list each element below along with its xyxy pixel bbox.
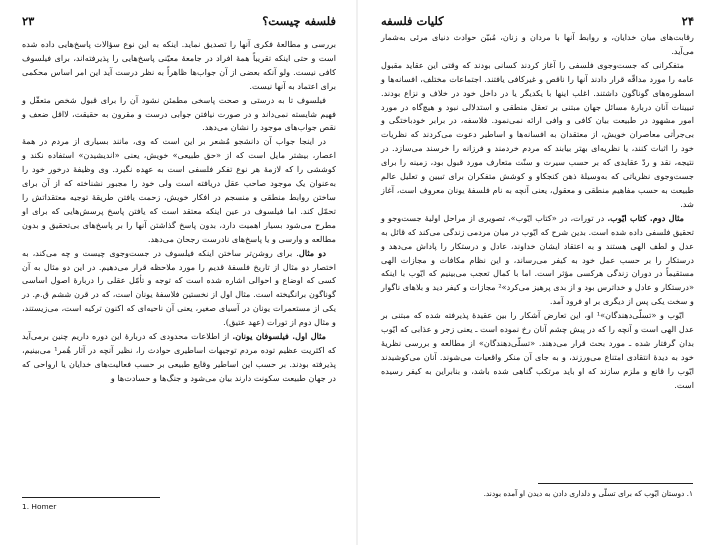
page-number: ۲۳ [22, 14, 35, 28]
paragraph: بررسی و مطالعهٔ فکری آنها را تصدیق نماید. اینکه به این نوع سؤالات پاسخ‌هایی داده شده است و حتی اینکه تقریباً همهٔ افراد در جامعهٔ معیّنی پاسخ‌هایی را پذیرفته‌اند، برای فیلسوف کافی نیست. ولو آنکه بعضی از آن جواب‌ها ظاهراً به نظر درست آید این امر اساس محکمی برای اعتماد به آنها نیست. [22, 39, 336, 91]
page-body [22, 38, 336, 386]
right-page [358, 0, 715, 545]
section-subhead: مثال اول. فیلسوفان یونان. [232, 331, 326, 342]
paragraph: در اینجا جواب آن دانشجو مُشعر بر این است که وی، مانند بسیاری از مردم در همهٔ اعصار، بیشتر مایل است که از «حق طبیعی» خویش، یعنی «اندیشیدن» استفاده نکند و کوششی را که لازمهٔ هر نوع تفکر فلسفی است به عهده نگیرد. وی وظیفهٔ درخور خود را به‌عنوان یک موجود صاحب عقل دریافته است ولی خود را مجبور نشناخته که از آن برای ساختن روابط منطقی و منسجم در افکار خویش، زحمت یافتن طریقهٔ توجیه معتقداتش را تحمّل کند. اما فیلسوف در عین اینکه معتقد است که یافتن پاسخ پرسش‌هایی که برای او مطرح می‌شود بسیار اهمیت دارد، بدون پاسخ گذاشتن آنها را بر پاسخ‌های بی‌تحقیق و بدون مطالعه و وارسی و یا پاسخ‌های نادرست رجحان می‌دهد. [22, 136, 336, 244]
paragraph: رقابت‌های میان خدایان، و روابط آنها با مردان و زنان، مُبیّن حوادث دنیای مرئی به‌شمار می‌آید. [381, 32, 694, 56]
page-number: ۲۴ [681, 14, 694, 28]
paragraph: فیلسوف تا به درستی و صحت پاسخی مطمئن نشود آن را برای قبول شخص متعقّل و فهیم شایسته نمی‌داند و در صورت نیافتن جوابی درست و مقرون به حقیقت، لااقل ضعف و نقص جواب‌های موجود را نشان می‌دهد. [22, 94, 336, 133]
footnote: 1. Homer [22, 502, 57, 511]
footnote: ۱. دوستان ایّوب که برای تسلّی و دلداری دادن به دیدن او آمده بودند. [483, 489, 693, 498]
paragraph: مثال دوم. کتاب ایّوب. در تورات، در «کتاب ایّوب»، تصویری از مراحل اولیهٔ جست‌وجو و تحقیق فلسفی داده شده است. بدین شرح که ایّوب در میان مردمی زندگی می‌کند که قائل به عدل و لطف الهی هستند و به اعتقاد ایشان خداوند، عادل و درستکار را پاداش می‌دهد و درستکار را بر حسب عمل خود به کیفر می‌رساند، و این نظام مکافات و مجازات الهی مستقیماً در دوران زندگی هرکسی مؤثر است. اما با کمال تعجب می‌بینیم که ایّوب با اینکه «درستکار و عادل و خداترس بود و از بدی پرهیز می‌کرد»² مجازات و کیفر دید و بلاهای ناگوار و سخت یکی پس از دیگری بر او فرود آمد. [381, 212, 694, 307]
paragraph: ایّوب و «تسلّی‌دهندگان»¹ او، این تعارض آشکار را بین عقیدهٔ پذیرفته شده که مبتنی بر عدل الهی است و آنچه را که در پیش چشم آنان رخ نموده است ـ یعنی زجر و عذابی که ایّوب بدان گرفتار شده ـ مورد بحث قرار می‌دهند. «تسلّی‌دهندگان» از مطالعه و بررسی نظریهٔ خود به دیدهٔ انتقادی امتناع می‌ورزند، و به جای آن منکر واقعیات می‌شوند. آنان می‌کوشیدند ایّوب را قانع و ملزم سازند که او باید مرتکب گناهی شده باشد، و بنابراین به کیفر رسیده است. [381, 310, 694, 390]
page-header [381, 14, 694, 30]
paragraph: مثال اول. فیلسوفان یونان. از اطلاعات محدودی که دربارهٔ این دوره داریم چنین برمی‌آید که اکثریت عظیم توده مردم توجیهات اساطیری حوادث را، نظیر آنچه در آثار هُمر¹ می‌بینیم، پذیرفته بودند. بر حسب این اساطیر وقایع طبیعی بر حسب فعالیت‌های خدایان یا ارواحی که در جهان طبیعت سکونت دارند بیان می‌شود و جنگ‌ها و حسادت‌ها و [22, 331, 336, 383]
footnote-rule [538, 483, 693, 484]
paragraph: دو مثال. برای روشن‌تر ساختن اینکه فیلسوف در جست‌وجوی چیست و چه می‌کند، به اختصار دو مثال از تاریخ فلسفهٔ قدیم را مورد ملاحظه قرار می‌دهیم. در این دو مثال به آن کسی که اوضاع و احوالی اشاره شده است که توجه و تأمّل عقلی را دربارهٔ اصول اساسی گوناگون برانگیخته است. مثال اول از نخستین فلاسفهٔ یونان است، که در قرن ششم ق.م. در یکی از مستعمرات یونان در آسیای صغیر، یعنی آن ناحیه‌ای که اکنون ترکیه است، می‌زیستند، و مثال دوم از تورات (عهد عتیق). [22, 247, 336, 328]
footnote-rule [22, 497, 160, 498]
section-subhead: دو مثال [298, 247, 327, 258]
page-body [381, 31, 694, 393]
page-header [22, 14, 336, 30]
section-subhead: مثال دوم. کتاب ایّوب. [607, 212, 684, 223]
paragraph: متفکرانی که جست‌وجوی فلسفی را آغاز کردند کسانی بودند که وقتی این عقاید مقبول عامه را مورد مداقّه قرار دادند آنها را ناقص و غیرکافی یافتند. اجتماعات مختلف، افسانه‌ها و اسطوره‌های گوناگون داشتند. اغلب اینها با یکدیگر یا در داخل خود در خلاف و نزاع بودند. تبیینات آنان دربارهٔ مسائل جهان مبتنی بر تعقل منطقی و استدلالی نبود و هیچ‌گاه در مورد امور مشهود در طبیعت بیان کافی و وافی ارائه نمی‌نمود. فلاسفه، در برابر خودباختگی و بی‌جرأتی معاصران خویش، از معتقدان به افسانه‌ها و اساطیر دعوت می‌کردند که نظریات خود را اثبات کنند، یا نظریه‌ای بهتر بیابند که مردم خردمند و فرزانه را خرسند می‌سازد. در نتیجه، نقد و ردّ عقایدی که بر حسب سیرت و سنّت متعارف مورد قبول بود، زمینه را برای جست‌وجوی نظریاتی که به‌وسیلهٔ ذهن کنجکاو و کوشش متفکران برای تبیین و تعلیل عالم طبیعت به حسب مفاهیم منطقی و معقول، یعنی آنچه به نام فلسفهٔ یونان معروف است، آغاز شد. [381, 59, 694, 209]
header-title: کلیات فلسفه [381, 14, 444, 28]
header-title: فلسفه چیست؟ [262, 14, 336, 28]
left-page [0, 0, 357, 545]
